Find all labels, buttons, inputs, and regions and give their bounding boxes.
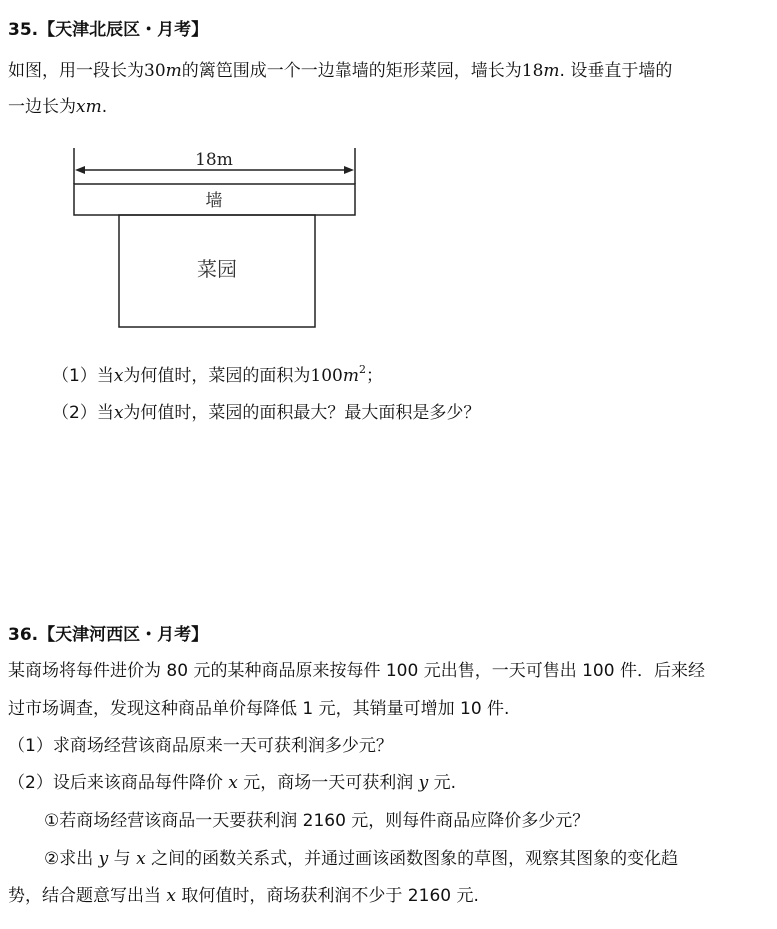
q35-part1: （1）当x为何值时，菜园的面积为$100m^2$； — [52, 363, 383, 386]
q35-part2: （2）当x为何值时，菜园的面积最大？最大面积是多少？ — [52, 403, 481, 423]
q36-part2: （2）设后来该商品每件降价 x 元，商场一天可获利润 y 元. — [8, 773, 457, 793]
q36-part1: （1）求商场经营该商品原来一天可获利润多少元？ — [8, 736, 393, 756]
q36-text-line1: 某商场将每件进价为 80 元的某种商品原来按每件 100 元出售，一天可售出 100 件．后来经 — [8, 661, 705, 681]
q35-text-line2: 一边长为xm. — [8, 97, 108, 117]
q35-text-line1: 如图，用一段长为30m的篱笆围成一个一边靠墙的矩形菜园，墙长为18m. 设垂直于墙的 — [8, 61, 673, 81]
wall-length-label: 18m — [195, 150, 233, 170]
q36-header: 36.【天津河西区・月考】 — [8, 625, 209, 645]
q36-sub2-line1: ②求出 y 与 x 之间的函数关系式，并通过画该函数图象的草图，观察其图象的变化趋 — [44, 849, 679, 869]
wall-label: 墙 — [205, 191, 223, 211]
q36-sub2-line2: 势，结合题意写出当 x 取何值时，商场获利润不少于 2160 元. — [8, 886, 479, 906]
q35-header: 35.【天津北辰区・月考】 — [8, 20, 209, 40]
arrowhead-right — [344, 166, 354, 174]
arrowhead-left — [75, 166, 85, 174]
garden-figure — [0, 140, 400, 340]
garden-label: 菜园 — [197, 257, 237, 281]
q36-text-line2: 过市场调查，发现这种商品单价每降低 1 元，其销量可增加 10 件. — [8, 699, 510, 719]
q36-sub1: ①若商场经营该商品一天要获利润 2160 元，则每件商品应降价多少元？ — [44, 811, 590, 831]
